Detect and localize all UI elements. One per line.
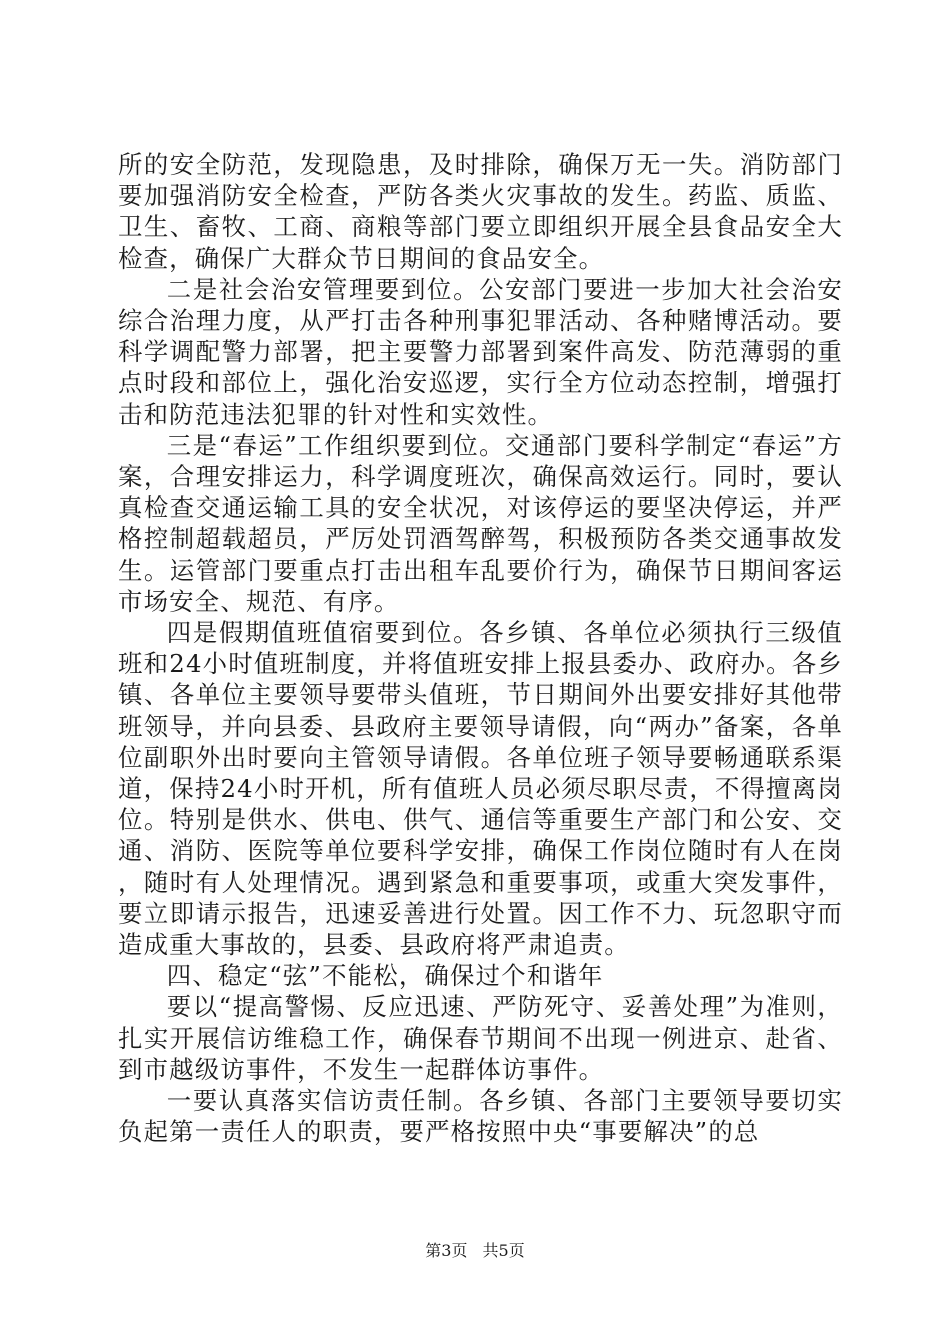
paragraph-petition-principles: 要以“提高警惕、反应迅速、严防死守、妥善处理”为准则，扎实开展信访维稳工作，确保春节期间不出现一例进京、赴省、到市越级访事件，不发生一起群体访事件。 — [118, 992, 843, 1084]
document-body — [118, 149, 843, 1148]
paragraph-food-safety: 所的安全防范，发现隐患，及时排除，确保万无一失。消防部门要加强消防安全检查，严防各类火灾事故的发生。药监、质监、卫生、畜牧、工商、商粮等部门要立即组织开展全县食品安全大检查，确保广大群众节日期间的食品安全。 — [118, 150, 843, 273]
section-heading-stability: 四、稳定“弦”不能松，确保过个和谐年 — [166, 961, 604, 991]
page-total: 共5页 — [482, 1241, 525, 1260]
paragraph-public-security: 二是社会治安管理要到位。公安部门要进一步加大社会治安综合治理力度，从严打击各种刑事犯罪活动、各种赌博活动。要科学调配警力部署，把主要警力部署到案件高发、防范薄弱的重点时段和部位上，强化治安巡逻，实行全方位动态控制，增强打击和防范违法犯罪的针对性和实效性。 — [118, 274, 843, 429]
page-footer — [0, 1241, 950, 1261]
paragraph-holiday-duty: 四是假期值班值宿要到位。各乡镇、各单位必须执行三级值班和24小时值班制度，并将值班安排上报县委办、政府办。各乡镇、各单位主要领导要带头值班，节日期间外出要安排好其他带班领导，并向县委、县政府主要领导请假，向“两办”备案，各单位副职外出时要向主管领导请假。各单位班子领导要畅通联系渠道，保持24小时开机，所有值班人员必须尽职尽责，不得擅离岗位。特别是供水、供电、供气、通信等重要生产部门和公安、交通、消防、医院等单位要科学安排，确保工作岗位随时有人在岗，随时有人处理情况。遇到紧急和重要事项，或重大突发事件，要立即请示报告，迅速妥善进行处置。因工作不力、玩忽职守而造成重大事故的，县委、县政府将严肃追责。 — [118, 618, 843, 960]
paragraph-spring-transport: 三是“春运”工作组织要到位。交通部门要科学制定“春运”方案，合理安排运力，科学调度班次，确保高效运行。同时，要认真检查交通运输工具的安全状况，对该停运的要坚决停运，并严格控制超载超员，严厉处罚酒驾醉驾，积极预防各类交通事故发生。运管部门要重点打击出租车乱要价行为，确保节日期间客运市场安全、规范、有序。 — [118, 430, 843, 616]
page-number: 第3页 — [425, 1241, 468, 1260]
paragraph-petition-responsibility: 一要认真落实信访责任制。各乡镇、各部门主要领导要切实负起第一责任人的职责，要严格按照中央“事要解决”的总 — [118, 1086, 843, 1147]
